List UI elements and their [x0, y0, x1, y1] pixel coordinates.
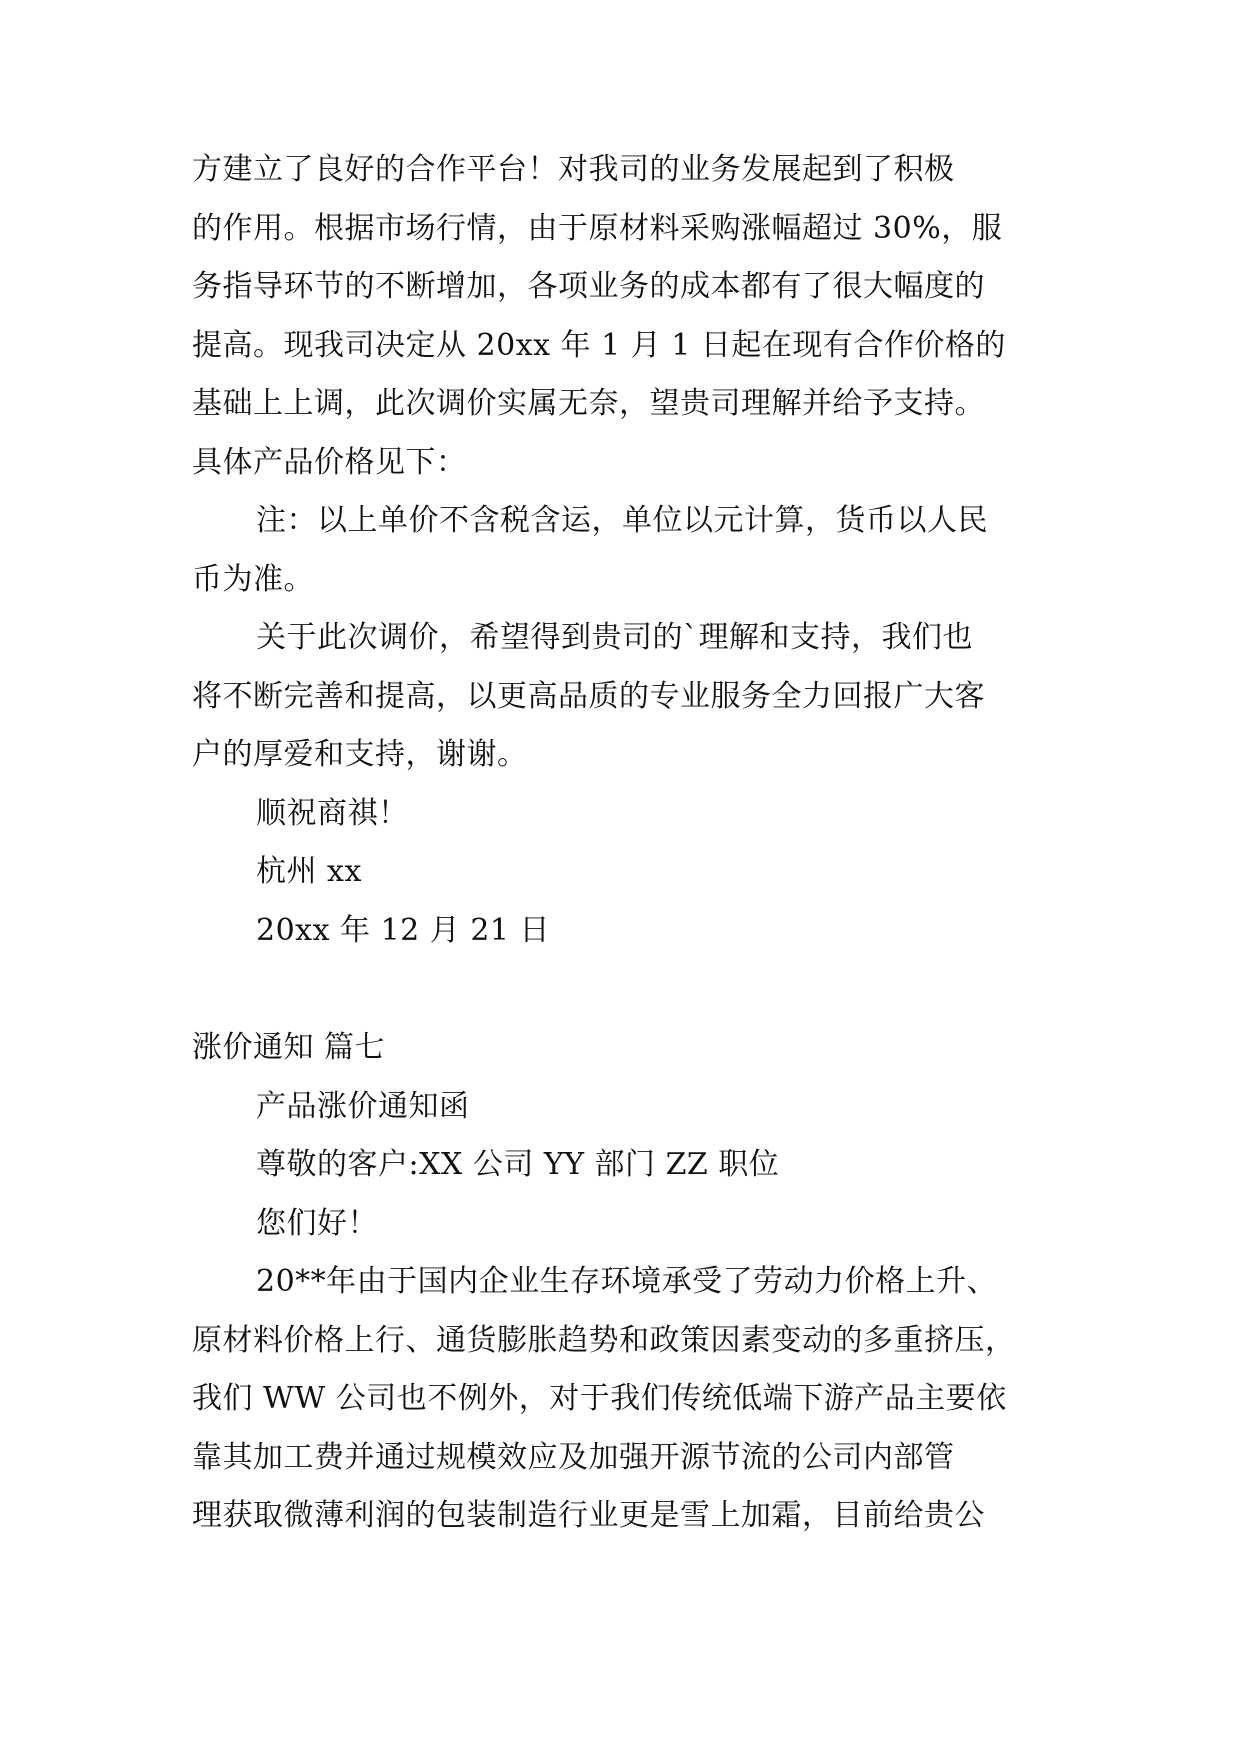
paragraph-line: 的作用。根据市场行情，由于原材料采购涨幅超过 30%，服 [192, 211, 1003, 246]
note-line: 注：以上单价不含税含运，单位以元计算，货币以人民 [256, 503, 988, 538]
paragraph-line: 原材料价格上行、通货膨胀趋势和政策因素变动的多重挤压， [192, 1323, 1016, 1358]
letter-title: 产品涨价通知函 [256, 1089, 470, 1124]
paragraph-line: 提高。现我司决定从 20xx 年 1 月 1 日起在现有合作价格的 [192, 328, 1006, 363]
closing-line: 顺祝商祺！ [256, 796, 409, 831]
note-line: 币为准。 [192, 562, 314, 597]
paragraph-line: 具体产品价格见下： [192, 445, 467, 480]
paragraph-line: 靠其加工费并通过规模效应及加强开源节流的公司内部管 [192, 1440, 955, 1475]
greeting-line: 您们好！ [256, 1206, 378, 1241]
section-heading: 涨价通知 篇七 [192, 1030, 386, 1065]
paragraph-line: 户的厚爱和支持，谢谢。 [192, 737, 528, 772]
paragraph-line: 基础上上调，此次调价实属无奈，望贵司理解并给予支持。 [192, 386, 985, 421]
signature-line: 杭州 xx [256, 854, 362, 889]
date-line: 20xx 年 12 月 21 日 [256, 913, 551, 948]
paragraph-line: 理获取微薄利润的包装制造行业更是雪上加霜，目前给贵公 [192, 1498, 985, 1533]
paragraph-line: 20**年由于国内企业生存环境承受了劳动力价格上升、 [256, 1264, 998, 1299]
paragraph-line: 我们 WW 公司也不例外，对于我们传统低端下游产品主要依 [192, 1381, 1007, 1416]
salutation-line: 尊敬的客户:XX 公司 YY 部门 ZZ 职位 [256, 1147, 780, 1182]
paragraph-line: 方建立了良好的合作平台！对我司的业务发展起到了积极 [192, 152, 955, 187]
paragraph-line: 务指导环节的不断增加，各项业务的成本都有了很大幅度的 [192, 269, 985, 304]
paragraph-line: 关于此次调价，希望得到贵司的`理解和支持，我们也 [256, 620, 973, 655]
paragraph-line: 将不断完善和提高，以更高品质的专业服务全力回报广大客 [192, 679, 985, 714]
